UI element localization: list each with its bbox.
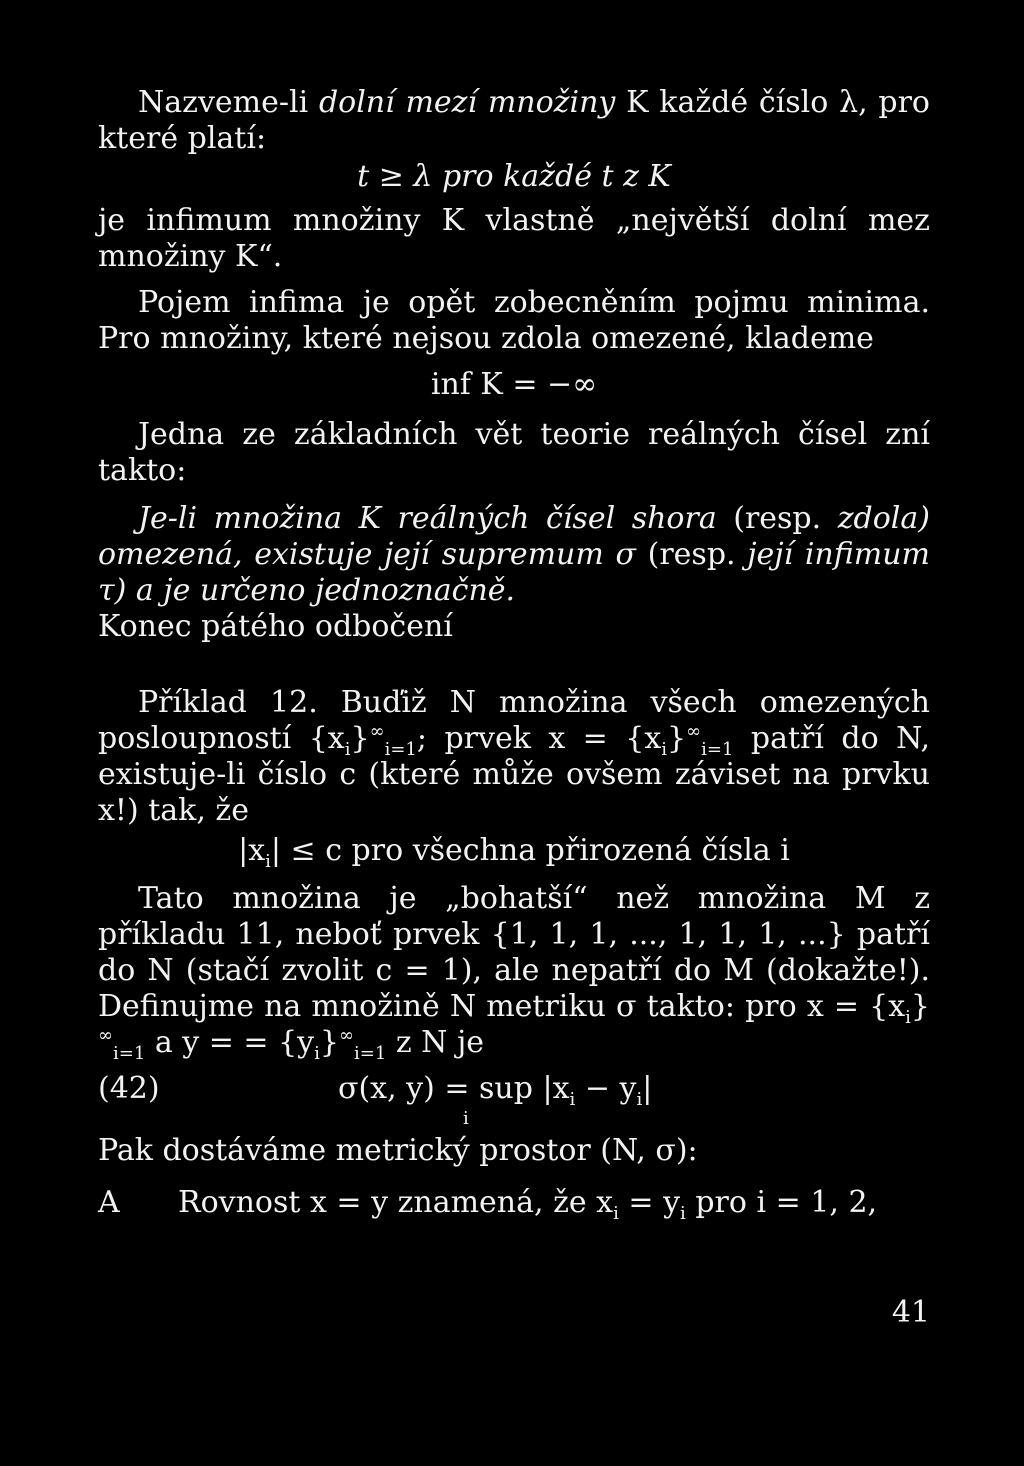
term-lower-bound: dolní mezí množiny — [318, 85, 616, 120]
page-number: 41 — [891, 1295, 930, 1330]
paragraph-metric-space: Pak dostáváme metrický prostor (N, σ): — [98, 1133, 698, 1168]
axiom-item-a: A Rovnost x = y znamená, že $x_i = y_i$ pro i = 1, 2, — [98, 1185, 878, 1224]
book-page — [98, 85, 930, 1330]
formula-bounded-sequence: $|x_i| \le c$ pro všechna přirozená čísla i — [238, 833, 790, 872]
formula-lower-bound-condition: t ≥ λ pro každé t z K — [357, 159, 671, 194]
end-of-digression-note: Konec pátého odbočení — [98, 609, 453, 644]
sup-subscript: i — [463, 1108, 469, 1129]
paragraph-lower-bound-definition: Nazveme-li dolní mezí množiny K každé číslo λ, pro které platí: — [98, 85, 930, 156]
example-12-paragraph: Příklad 12. Buďiž N množina všech omezených posloupností $\{x_i\}^\infty_{i=1}$; prvek $x = \{x_i\}^\infty_{i=1}$ patří do N, existuje-li číslo c (které může ovšem záviset na prvku x!) tak, že — [98, 685, 930, 828]
item-label: A — [98, 1185, 120, 1220]
paragraph-theorem-intro: Jedna ze základních vět teorie reálných čísel zní takto: — [98, 417, 930, 488]
paragraph-metric-definition: Tato množina je „bohatší“ než množina M z příkladu 11, neboť prvek {1, 1, 1, ..., 1, 1, 1, ...} patří do N (stačí zvolit c = 1), ale nepatří do M (dokažte!). Definujme na množině N metriku σ takto: pro $x = \{x_i\}^\infty_{i=1}$ a y = = $\{y_i\}^\infty_{i=1}$ z N je — [98, 881, 930, 1064]
paragraph-infimum-generalization: Pojem infima je opět zobecněním pojmu minima. Pro množiny, které nejsou zdola omezené, klademe — [98, 285, 930, 356]
paragraph-infimum-meaning: je infimum množiny K vlastně „největší dolní mez množiny K“. — [98, 203, 930, 274]
theorem-supremum-existence: Je-li množina K reálných čísel shora (resp. zdola) omezená, existuje její supremum σ (resp. její infimum τ) a je určeno jednoznačně. — [98, 501, 930, 608]
formula-inf-minus-infinity: inf K = −∞ — [430, 367, 598, 402]
equation-42 — [98, 1071, 930, 1129]
equation-number: (42) — [98, 1071, 160, 1106]
formula-sup-metric: σ(x, y) = sup $|x_i - y_i|$ — [338, 1071, 653, 1110]
